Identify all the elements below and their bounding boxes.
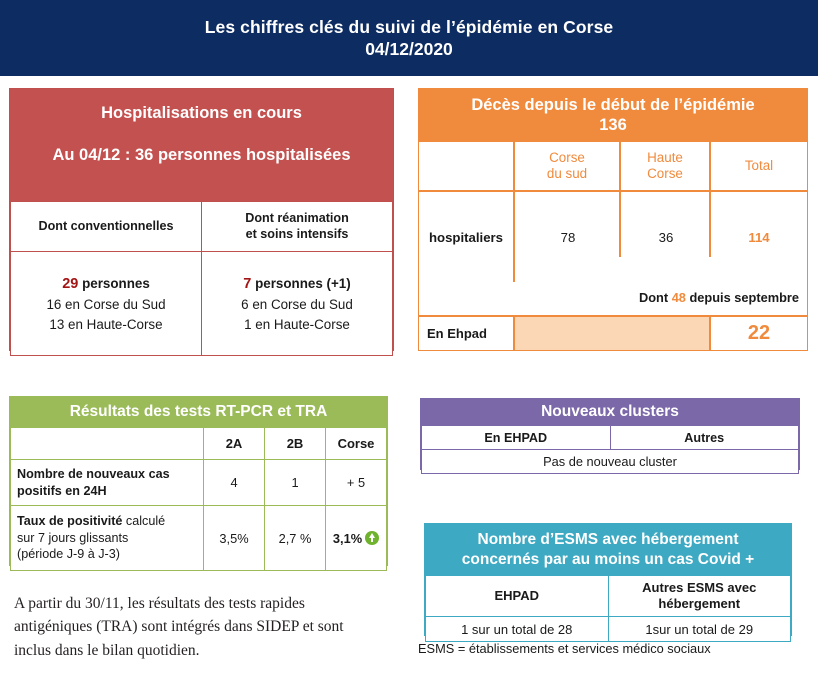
deces-header-row (419, 142, 807, 192)
hospitalisations-panel (9, 88, 394, 351)
deces-header-haute-corse: Haute Corse (621, 142, 711, 190)
tests-taux-2a: 3,5% (204, 506, 265, 571)
hospitalisations-table (10, 201, 393, 356)
esms-autres-value: 1sur un total de 29 (608, 617, 791, 642)
deces-ehpad-blank-cell (515, 317, 711, 350)
tests-taux-2b: 2,7 % (265, 506, 326, 571)
clusters-value: Pas de nouveau cluster (422, 450, 799, 474)
deces-panel (418, 88, 808, 351)
table-row (11, 506, 387, 571)
deces-ehpad-label: En Ehpad (419, 317, 515, 350)
esms-panel (424, 523, 792, 636)
clusters-title: Nouveaux clusters (421, 399, 799, 425)
hospitalisations-header (10, 89, 393, 201)
tests-table (10, 427, 387, 571)
page-title-banner (0, 0, 818, 76)
deces-ehpad-row (419, 315, 807, 350)
col-reanimation-header (202, 202, 393, 252)
deces-corse-du-sud-value: 78 (560, 229, 576, 245)
conventionnelles-haute-corse: 13 en Haute-Corse (49, 316, 163, 332)
conventionnelles-count: 29 (62, 276, 79, 293)
tests-header-2a: 2A (204, 428, 265, 460)
cell-conventionnelles (11, 252, 202, 356)
esms-definition-note: ESMS = établissements et services médico sociaux (418, 641, 711, 656)
table-row (422, 450, 799, 474)
esms-header-row (426, 576, 791, 617)
reanimation-corse-sud: 6 en Corse du Sud (241, 297, 353, 313)
deces-header-blank (419, 142, 515, 190)
hospitalisations-title: Hospitalisations en cours (101, 104, 302, 122)
clusters-panel (420, 398, 800, 470)
conventionnelles-unit: personnes (82, 276, 150, 292)
tests-nouveaux-cas-corse: + 5 (326, 460, 387, 506)
clusters-table (421, 425, 799, 474)
esms-table (425, 575, 791, 642)
esms-ehpad-value: 1 sur un total de 28 (426, 617, 609, 642)
reanimation-unit: personnes (+1) (255, 276, 351, 292)
deces-header (419, 89, 807, 142)
column-separator (619, 192, 621, 257)
table-row (426, 617, 791, 642)
clusters-header-ehpad: En EHPAD (422, 426, 611, 450)
table-header-row (11, 202, 393, 252)
tests-header-2b: 2B (265, 428, 326, 460)
esms-title-line1: Nombre d’ESMS avec hébergement (477, 531, 739, 549)
tests-header-row (11, 428, 387, 460)
column-separator (709, 192, 711, 257)
tests-taux-positivite-label: Taux de positivité calculé sur 7 jours glissants (période J-9 à J-3) (11, 506, 204, 571)
deces-haute-corse-value: 36 (658, 229, 674, 245)
table-row (11, 252, 393, 356)
esms-header-ehpad: EHPAD (426, 576, 609, 617)
clusters-header-row (422, 426, 799, 450)
tests-nouveaux-cas-2a: 4 (204, 460, 265, 506)
tests-title: Résultats des tests RT-PCR et TRA (10, 397, 387, 427)
col-reanimation-header-line2: et soins intensifs (245, 226, 349, 241)
tests-header-corse: Corse (326, 428, 387, 460)
tests-panel (9, 396, 388, 566)
table-row (11, 460, 387, 506)
deces-since-september-note: Dont 48 depuis septembre (638, 290, 799, 305)
reanimation-count: 7 (243, 276, 252, 293)
tests-taux-corse: 3,1% (326, 506, 387, 571)
deces-header-corse-du-sud: Corse du sud (515, 142, 621, 190)
page-date: 04/12/2020 (365, 39, 453, 59)
col-reanimation-header-line1: Dont réanimation (245, 210, 349, 225)
esms-title-line2: concernés par au moins un cas Covid + (461, 550, 755, 568)
esms-header (425, 524, 791, 575)
tra-footnote: A partir du 30/11, les résultats des tests rapides antigéniques (TRA) sont intégrés dans SIDEP et sont inclus dans le bilan quotidien. (14, 595, 344, 659)
esms-header-autres: Autres ESMS avec hébergement (608, 576, 791, 617)
tests-nouveaux-cas-2b: 1 (265, 460, 326, 506)
deces-total: 136 (599, 115, 627, 134)
cell-reanimation (202, 252, 393, 356)
clusters-header-autres: Autres (610, 426, 799, 450)
deces-data-row (419, 192, 807, 282)
tests-nouveaux-cas-label: Nombre de nouveaux cas positifs en 24H (11, 460, 204, 506)
conventionnelles-corse-sud: 16 en Corse du Sud (46, 297, 166, 313)
tests-header-blank (11, 428, 204, 460)
deces-title: Décès depuis le début de l’épidémie (471, 95, 755, 114)
deces-table (419, 142, 807, 350)
page-title: Les chiffres clés du suivi de l’épidémie en Corse (204, 16, 614, 37)
deces-total-value: 114 (748, 229, 770, 245)
reanimation-haute-corse: 1 en Haute-Corse (244, 316, 350, 332)
arrow-up-icon (365, 531, 379, 545)
deces-row-label: hospitaliers (419, 192, 515, 282)
deces-ehpad-total: 22 (747, 322, 771, 344)
hospitalisations-subtitle: Au 04/12 : 36 personnes hospitalisées (52, 146, 351, 165)
deces-header-total: Total (744, 157, 774, 173)
col-conventionnelles-header: Dont conventionnelles (11, 202, 202, 252)
